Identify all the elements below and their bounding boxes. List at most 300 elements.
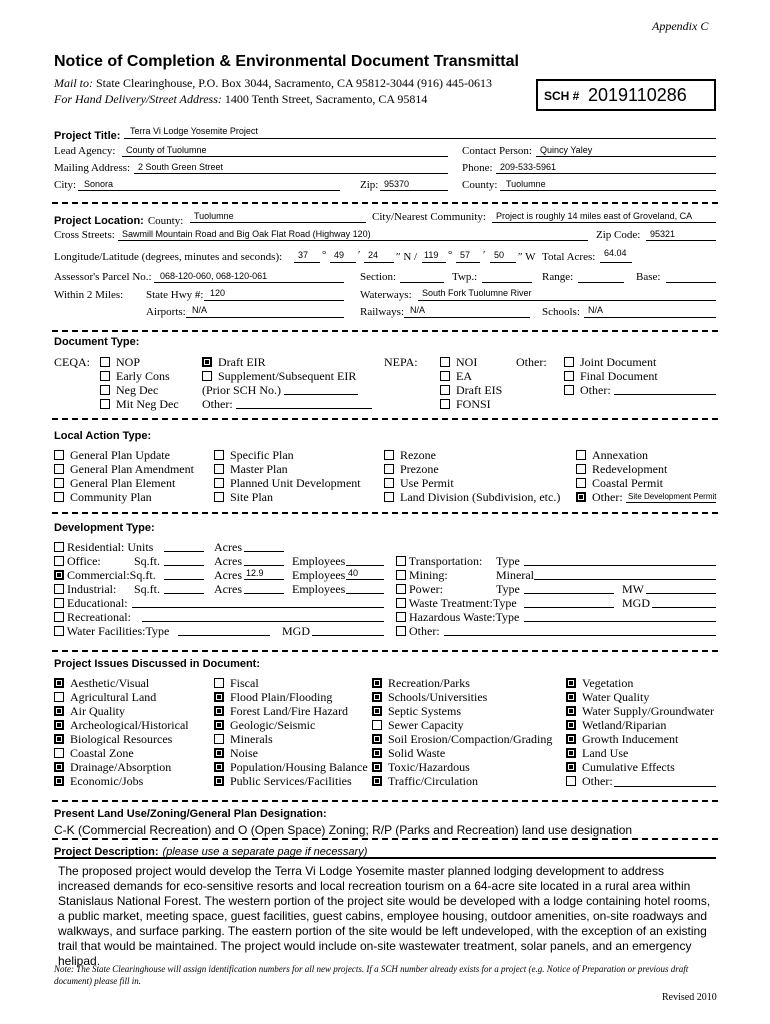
west-label: ″ W: [518, 251, 536, 263]
checkbox[interactable]: [440, 371, 450, 381]
checkbox-row: [576, 462, 667, 476]
lat-sec[interactable]: 24: [368, 250, 379, 260]
checkbox-label: General Plan Amendment: [70, 462, 194, 476]
checkbox-label: Final Document: [580, 369, 658, 383]
checkbox-row: [564, 369, 658, 383]
issues-heading: Project Issues Discussed in Document:: [54, 658, 261, 670]
checkbox-label: Neg Dec: [116, 383, 159, 397]
checkbox[interactable]: [576, 450, 586, 460]
dev-employees-col: Employees Employees Employees: [292, 554, 346, 596]
checkbox-row: [202, 369, 356, 383]
divider: [52, 800, 718, 802]
checkbox-label: Other:: [582, 774, 613, 788]
checkbox-row: [566, 746, 714, 760]
checkbox-row: [372, 704, 552, 718]
checkbox[interactable]: [372, 678, 382, 688]
section-label: Section:: [360, 271, 397, 283]
checkbox-row: [214, 774, 368, 788]
checkbox[interactable]: [54, 678, 64, 688]
issues-col4: [566, 676, 714, 788]
lon-sec[interactable]: 50: [494, 250, 505, 260]
checkbox-row: [384, 476, 560, 490]
county-label: County:: [462, 179, 498, 191]
checkbox[interactable]: [384, 478, 394, 488]
project-title-value[interactable]: Terra Vi Lodge Yosemite Project: [130, 126, 258, 136]
checkbox-row: [100, 397, 179, 411]
checkbox-row: [214, 704, 368, 718]
divider: [52, 838, 718, 840]
checkbox[interactable]: [214, 450, 224, 460]
checkbox-label: Traffic/Circulation: [388, 774, 478, 788]
local-other-value[interactable]: Site Development Permit: [628, 492, 717, 501]
checkbox-label: Soil Erosion/Compaction/Grading: [388, 732, 553, 746]
checkbox[interactable]: [384, 492, 394, 502]
deg-symbol: °: [322, 249, 327, 261]
commercial-acres-value[interactable]: 12.9: [246, 568, 264, 578]
within-label: Within 2 Miles:: [54, 289, 124, 301]
checkbox-label: Supplement/Subsequent EIR: [218, 369, 357, 383]
checkbox-label: Rezone: [400, 448, 436, 462]
checkbox-row: [372, 718, 552, 732]
sch-box: [536, 79, 716, 111]
divider: [52, 202, 718, 204]
checkbox-row: [214, 760, 368, 774]
checkbox-row: [372, 690, 552, 704]
checkbox[interactable]: [54, 734, 64, 744]
checkbox[interactable]: [564, 371, 574, 381]
apn-label: Assessor's Parcel No.:: [54, 271, 152, 283]
lonlat-label: Longitude/Latitude (degrees, minutes and seconds):: [54, 251, 283, 263]
checkbox-label: Air Quality: [70, 704, 125, 718]
checkbox-row: [372, 732, 552, 746]
checkbox-label: Population/Housing Balance: [230, 760, 368, 774]
checkbox[interactable]: [372, 720, 382, 730]
checkbox-label: Water Quality: [582, 690, 650, 704]
checkbox-row: [566, 704, 714, 718]
checkbox-label: Recreation/Parks: [388, 676, 470, 690]
checkbox[interactable]: [54, 762, 64, 772]
apn-value[interactable]: 068-120-060, 068-120-061: [160, 271, 268, 281]
checkbox[interactable]: [384, 450, 394, 460]
acres-value[interactable]: 64.04: [604, 248, 627, 258]
checkbox-row: [214, 690, 368, 704]
checkbox-row: [576, 448, 667, 462]
local-col3: [384, 448, 560, 504]
min-symbol: ′: [358, 249, 361, 261]
water-mgd-label: MGD: [282, 624, 311, 638]
zipcode-label: Zip Code:: [596, 229, 641, 241]
checkbox-label: Joint Document: [580, 355, 657, 369]
checkbox-row: [214, 462, 361, 476]
checkbox-label: Land Use: [582, 746, 629, 760]
checkbox-row: [54, 490, 194, 504]
checkbox-label: Minerals: [230, 732, 273, 746]
checkbox[interactable]: [54, 492, 64, 502]
educational-checkbox[interactable]: [54, 598, 64, 608]
checkbox-row: [566, 676, 714, 690]
checkbox[interactable]: [54, 748, 64, 758]
checkbox[interactable]: [372, 692, 382, 702]
checkbox-row: [202, 355, 356, 369]
issues-col1: [54, 676, 189, 788]
checkbox-label: Site Plan: [230, 490, 274, 504]
description-heading-row: Project Description: (please use a separate page if necessary): [54, 846, 368, 858]
lon-deg[interactable]: 119: [424, 250, 439, 260]
lon-min[interactable]: 57: [460, 250, 471, 260]
power-checkbox[interactable]: [396, 584, 406, 594]
waste-checkbox[interactable]: [396, 598, 406, 608]
checkbox-row: [214, 746, 368, 760]
lead-agency-label: Lead Agency:: [54, 145, 116, 157]
checkbox-row: [440, 383, 502, 397]
acres-label: Total Acres:: [542, 251, 596, 263]
divider: [52, 512, 718, 514]
checkbox[interactable]: [566, 748, 576, 758]
mw-label: MW: [622, 582, 644, 596]
checkbox-label: Draft EIS: [456, 383, 503, 397]
checkbox-label: Other:: [592, 490, 623, 504]
checkbox[interactable]: [100, 357, 110, 367]
checkbox[interactable]: [566, 706, 576, 716]
appendix-label: Appendix C: [652, 19, 709, 33]
checkbox-row: [372, 676, 552, 690]
checkbox[interactable]: [440, 357, 450, 367]
issues-col3: [372, 676, 552, 788]
checkbox[interactable]: [54, 450, 64, 460]
checkbox-row: [54, 718, 189, 732]
office-sqft-label: Sq.ft.: [134, 554, 161, 568]
checkbox[interactable]: [214, 464, 224, 474]
mineral-label: Mineral: [496, 568, 534, 582]
checkbox[interactable]: [54, 692, 64, 702]
checkbox[interactable]: [576, 464, 586, 474]
checkbox-label: General Plan Update: [70, 448, 170, 462]
checkbox-label: Redevelopment: [592, 462, 668, 476]
checkbox[interactable]: [372, 776, 382, 786]
checkbox-label: Land Division (Subdivision, etc.): [400, 490, 561, 504]
checkbox[interactable]: [214, 720, 224, 730]
checkbox-row: [214, 676, 368, 690]
checkbox[interactable]: [384, 464, 394, 474]
dev-right: Transportation: Mining: Power: Waste Treatment:Type Hazardous Waste:Type Other:: [396, 554, 519, 638]
checkbox-row: [384, 448, 560, 462]
cross-label: Cross Streets:: [54, 229, 115, 241]
waterways-label: Waterways:: [360, 289, 412, 301]
zipcode-value[interactable]: 95321: [650, 229, 676, 239]
checkbox-row: [214, 476, 361, 490]
description-text[interactable]: The proposed project would develop the Terra Vi Lodge Yosemite master planned lodging development to address increased demands for eco-sensitive resorts and local recreation tourism on a 64-acre site located in a rural area within Stanislaus National Forest. The western portion of the project site would be developed with a lodge containing hotel rooms, a public market, meeting space, guest facilities, guest cabins, employee housing, outdoor amenities, on-site roadways and walkways, and surface parking. The eastern portion of the site would be left undeveloped, with the exception of an existing trail that would be maintained. The project would include on-site wastewater treatment, solar panels, and an emergency helipad.: [58, 864, 711, 968]
checkbox-row: [566, 690, 714, 704]
contact-value[interactable]: Quincy Yaley: [540, 145, 593, 155]
zip-value[interactable]: 95370: [384, 179, 410, 189]
divider: [52, 330, 718, 332]
schools-label: Schools:: [542, 306, 580, 318]
residential-checkbox[interactable]: [54, 542, 64, 552]
mailing-value[interactable]: 2 South Green Street: [138, 162, 224, 172]
checkbox-label: Biological Resources: [70, 732, 173, 746]
issues-col2: [214, 676, 368, 788]
checkbox-row: [214, 490, 361, 504]
checkbox-label: Sewer Capacity: [388, 718, 464, 732]
railways-label: Railways:: [360, 306, 404, 318]
ceqa-label: CEQA:: [54, 355, 90, 369]
checkbox-row: [214, 732, 368, 746]
mailing-label: Mailing Address:: [54, 162, 131, 174]
local-col1: [54, 448, 194, 504]
checkbox-row: [372, 746, 552, 760]
checkbox-row: [54, 746, 189, 760]
cross-value[interactable]: Sawmill Mountain Road and Big Oak Flat Road (Highway 120): [122, 229, 371, 239]
checkbox[interactable]: [214, 706, 224, 716]
checkbox[interactable]: [372, 748, 382, 758]
nepa-label: NEPA:: [384, 355, 418, 369]
location-heading: Project Location: County:: [54, 215, 184, 227]
checkbox-row: [54, 462, 194, 476]
checkbox-label: Noise: [230, 746, 258, 760]
checkbox-row: [100, 369, 179, 383]
checkbox[interactable]: [54, 720, 64, 730]
north-label: ″ N /: [396, 251, 418, 263]
doc-other-label: Other:: [202, 397, 233, 411]
checkbox-label: Forest Land/Fire Hazard: [230, 704, 348, 718]
checkbox-row: [440, 369, 502, 383]
checkbox-label: Schools/Universities: [388, 690, 488, 704]
airports-value[interactable]: N/A: [192, 305, 208, 315]
checkbox-label: NOP: [116, 355, 141, 369]
checkbox-label: Aesthetic/Visual: [70, 676, 150, 690]
sch-number: 2019110286: [588, 85, 687, 105]
checkbox-label: Public Services/Facilities: [230, 774, 352, 788]
checkbox-label: Mit Neg Dec: [116, 397, 179, 411]
checkbox-label: Early Cons: [116, 369, 170, 383]
checkbox-label: Archeological/Historical: [70, 718, 189, 732]
checkbox[interactable]: [566, 692, 576, 702]
checkbox[interactable]: [54, 478, 64, 488]
checkbox[interactable]: [372, 762, 382, 772]
checkbox-row: [564, 355, 658, 369]
mail-to-line: Mail to: State Clearinghouse, P.O. Box 3044, Sacramento, CA 95812-3044 (916) 445-0613: [54, 76, 492, 90]
lat-min[interactable]: 49: [334, 250, 345, 260]
land-use-heading: Present Land Use/Zoning/General Plan Designation:: [54, 808, 327, 820]
checkbox-label: Coastal Permit: [592, 476, 663, 490]
nepa-list: [440, 355, 502, 411]
airports-label: Airports:: [146, 306, 186, 318]
checkbox-label: Flood Plain/Flooding: [230, 690, 333, 704]
hwy-label: State Hwy #:: [146, 289, 204, 301]
checkbox-row: [54, 774, 189, 788]
community-label: City/Nearest Community:: [372, 211, 486, 223]
checkbox-label: NOI: [456, 355, 478, 369]
base-label: Base:: [636, 271, 661, 283]
checkbox[interactable]: [202, 357, 212, 367]
location-county-value[interactable]: Tuolumne: [194, 211, 234, 221]
checkbox-label: Use Permit: [400, 476, 454, 490]
lead-agency-value[interactable]: County of Tuolumne: [126, 145, 207, 155]
checkbox-label: Annexation: [592, 448, 648, 462]
checkbox[interactable]: [576, 478, 586, 488]
checkbox-row: [384, 462, 560, 476]
checkbox[interactable]: [54, 776, 64, 786]
dev-other-checkbox[interactable]: [396, 626, 406, 636]
railways-value[interactable]: N/A: [410, 305, 426, 315]
checkbox-label: Geologic/Seismic: [230, 718, 316, 732]
checkbox-row: [54, 676, 189, 690]
checkbox[interactable]: [564, 357, 574, 367]
ceqa-list: [100, 355, 179, 411]
checkbox-label: Master Plan: [230, 462, 288, 476]
checkbox-label: Growth Inducement: [582, 732, 679, 746]
form-title: Notice of Completion & Environmental Document Transmittal: [54, 53, 519, 70]
deg-symbol-2: °: [448, 249, 453, 261]
zip-label: Zip:: [360, 179, 379, 191]
checkbox-label: Prezone: [400, 462, 439, 476]
checkbox[interactable]: [372, 706, 382, 716]
checkbox[interactable]: [214, 478, 224, 488]
checkbox-label: EA: [456, 369, 472, 383]
checkbox-label: Fiscal: [230, 676, 259, 690]
checkbox-row: [54, 448, 194, 462]
office-checkbox[interactable]: [54, 556, 64, 566]
waterways-value[interactable]: South Fork Tuolumne River: [422, 288, 532, 298]
checkbox-row: [54, 704, 189, 718]
commercial-checkbox[interactable]: [54, 570, 64, 580]
lat-deg[interactable]: 37: [298, 250, 309, 260]
checkbox-label: Agricultural Land: [70, 690, 157, 704]
revised-label: Revised 2010: [662, 992, 717, 1003]
checkbox-row: [372, 774, 552, 788]
schools-value[interactable]: N/A: [588, 305, 604, 315]
local-action-heading: Local Action Type:: [54, 430, 152, 442]
hand-delivery-line: For Hand Delivery/Street Address: 1400 Tenth Street, Sacramento, CA 95814: [54, 92, 428, 106]
checkbox[interactable]: [214, 492, 224, 502]
transportation-checkbox[interactable]: [396, 556, 406, 566]
checkbox[interactable]: [100, 385, 110, 395]
checkbox-label: Specific Plan: [230, 448, 294, 462]
range-label: Range:: [542, 271, 574, 283]
project-title-row: Project Title:: [54, 130, 121, 142]
checkbox-label: Drainage/Absorption: [70, 760, 172, 774]
dev-left: Residential: Units Office: Commercial:Sq.ft. Industrial: Educational: Recreational: Water Facilities:Type: [54, 540, 169, 638]
checkbox-row: [566, 732, 714, 746]
checkbox-label: Septic Systems: [388, 704, 462, 718]
checkbox[interactable]: [566, 762, 576, 772]
checkbox[interactable]: [566, 776, 576, 786]
checkbox[interactable]: [566, 678, 576, 688]
land-use-value[interactable]: C-K (Commercial Recreation) and O (Open Space) Zoning; R/P (Parks and Recreation) land use designation: [54, 823, 633, 837]
checkbox[interactable]: [100, 399, 110, 409]
checkbox-row: [54, 732, 189, 746]
checkbox[interactable]: [214, 692, 224, 702]
dev-acres-col: Acres Acres Acres Acres: [214, 540, 242, 596]
other-doc-list: [564, 355, 658, 397]
checkbox[interactable]: [214, 748, 224, 758]
recreational-checkbox[interactable]: [54, 612, 64, 622]
checkbox-row: [576, 476, 667, 490]
checkbox-label: Vegetation: [582, 676, 634, 690]
checkbox[interactable]: [54, 706, 64, 716]
checkbox-row: [54, 476, 194, 490]
transport-type-label: Type: [496, 554, 520, 568]
checkbox[interactable]: [54, 464, 64, 474]
phone-value[interactable]: 209-533-5961: [500, 162, 557, 172]
checkbox-row: [384, 490, 560, 504]
min-symbol-2: ′: [483, 249, 486, 261]
ceqa-list-2: [202, 355, 356, 383]
industrial-checkbox[interactable]: [54, 584, 64, 594]
checkbox-row: [372, 760, 552, 774]
county-value[interactable]: Tuolumne: [506, 179, 546, 189]
hazardous-checkbox[interactable]: [396, 612, 406, 622]
checkbox-row: [566, 718, 714, 732]
checkbox-label: General Plan Element: [70, 476, 176, 490]
checkbox-label: Solid Waste: [388, 746, 446, 760]
checkbox-label: Toxic/Hazardous: [388, 760, 470, 774]
checkbox-row: [100, 383, 179, 397]
twp-label: Twp.:: [452, 271, 478, 283]
city-label: City:: [54, 179, 77, 191]
checkbox-label: Wetland/Riparian: [582, 718, 667, 732]
checkbox[interactable]: [564, 385, 574, 395]
checkbox-row: [54, 690, 189, 704]
divider: [52, 418, 718, 420]
local-col2: [214, 448, 361, 504]
checkbox[interactable]: [100, 371, 110, 381]
checkbox[interactable]: [440, 399, 450, 409]
checkbox-label: Economic/Jobs: [70, 774, 144, 788]
city-value[interactable]: Sonora: [84, 179, 114, 189]
checkbox[interactable]: [214, 776, 224, 786]
checkbox-label: Other:: [580, 383, 611, 397]
checkbox[interactable]: [576, 492, 586, 502]
contact-label: Contact Person:: [462, 145, 532, 157]
checkbox-row: [214, 718, 368, 732]
water-checkbox[interactable]: [54, 626, 64, 636]
doc-type-heading: Document Type:: [54, 336, 140, 348]
checkbox[interactable]: [566, 734, 576, 744]
checkbox-label: Cumulative Effects: [582, 760, 675, 774]
checkbox-label: Water Supply/Groundwater: [582, 704, 714, 718]
checkbox-label: Planned Unit Development: [230, 476, 361, 490]
checkbox-row: [440, 397, 502, 411]
checkbox-label: FONSI: [456, 397, 491, 411]
other-doc-label: Other:: [516, 355, 547, 369]
checkbox[interactable]: [214, 734, 224, 744]
sch-label: SCH #: [544, 89, 580, 103]
checkbox-row: [54, 760, 189, 774]
divider: [52, 650, 718, 652]
checkbox[interactable]: [372, 734, 382, 744]
community-value[interactable]: Project is roughly 14 miles east of Groveland, CA: [496, 211, 693, 221]
checkbox-row: [100, 355, 179, 369]
checkbox-row: [566, 760, 714, 774]
checkbox-label: Draft EIR: [218, 355, 266, 369]
checkbox[interactable]: [440, 385, 450, 395]
waste-mgd-label: MGD: [622, 596, 651, 610]
checkbox[interactable]: [202, 371, 212, 381]
commercial-employees-value[interactable]: 40: [348, 568, 359, 578]
hwy-value[interactable]: 120: [210, 288, 226, 298]
dev-type-heading: Development Type:: [54, 522, 155, 534]
checkbox[interactable]: [214, 762, 224, 772]
checkbox[interactable]: [214, 678, 224, 688]
prior-sch-label: (Prior SCH No.): [202, 383, 282, 397]
power-type-label: Type: [496, 582, 520, 596]
mining-checkbox[interactable]: [396, 570, 406, 580]
checkbox-row: [214, 448, 361, 462]
footer-note: Note: The State Clearinghouse will assign identification numbers for all new projects. If a SCH number already exists for a project (e.g. Notice of Preparation or previous draft document) please fill in.: [54, 964, 689, 986]
checkbox[interactable]: [566, 720, 576, 730]
checkbox-row: [440, 355, 502, 369]
